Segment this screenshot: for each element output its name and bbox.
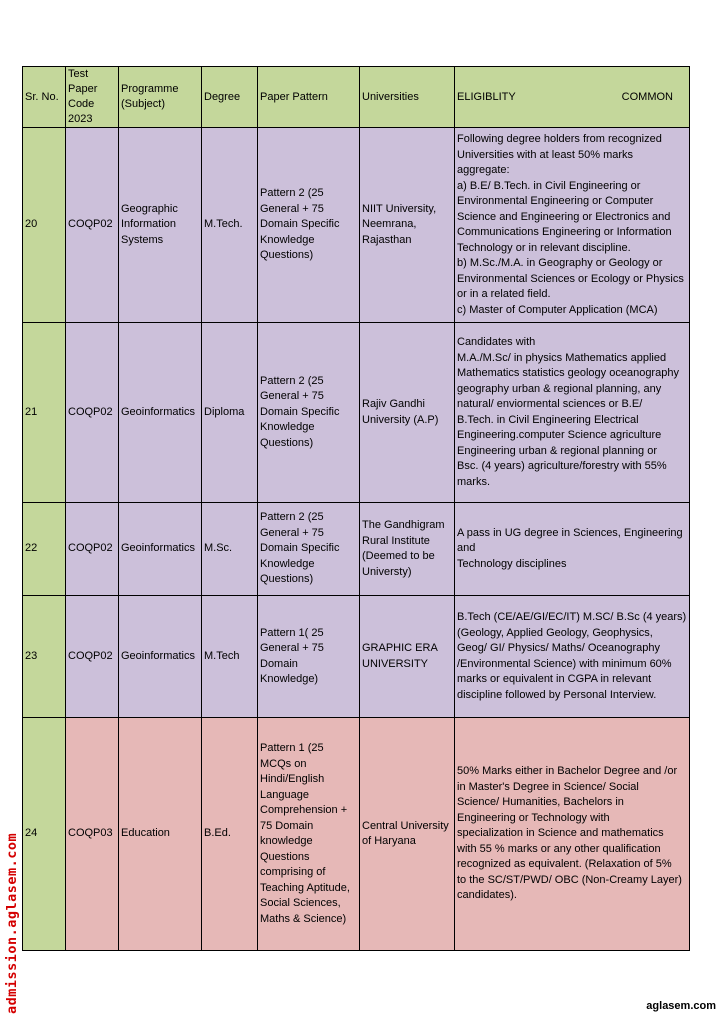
cell-degree: M.Sc. (202, 503, 258, 596)
cell-university: NIIT University, Neemrana, Rajasthan (360, 128, 455, 323)
cell-university: Central University of Haryana (360, 718, 455, 951)
cell-university: The Gandhigram Rural Institute (Deemed to be Universty) (360, 503, 455, 596)
table-row (23, 128, 690, 323)
cell-paper-pattern: Pattern 2 (25 General + 75 Domain Specific Knowledge Questions) (258, 503, 360, 596)
cell-programme: Education (119, 718, 202, 951)
cell-eligibility: 50% Marks either in Bachelor Degree and /or in Master's Degree in Science/ Social Science/ Humanities, Bachelors in Engineering or Technology with specialization in Science and mathematics with 55 % marks or any other qualification recognized as equivalent. (Relaxation of 5% to the SC/ST/PWD/ OBC (Non-Creamy Layer) candidates). (455, 718, 690, 951)
cell-sr-no: 22 (23, 503, 66, 596)
header-eligibility-common: COMMON (621, 90, 673, 103)
cell-degree: M.Tech (202, 596, 258, 718)
cell-programme: Geographic Information Systems (119, 128, 202, 323)
cell-degree: Diploma (202, 323, 258, 503)
cell-degree: M.Tech. (202, 128, 258, 323)
header-programme: Programme (Subject) (119, 67, 202, 128)
cell-university: Rajiv Gandhi University (A.P) (360, 323, 455, 503)
footer-text: aglasem.com (646, 1000, 716, 1012)
cell-degree: B.Ed. (202, 718, 258, 951)
cell-sr-no: 21 (23, 323, 66, 503)
cell-test-code: COQP02 (66, 503, 119, 596)
cell-paper-pattern: Pattern 2 (25 General + 75 Domain Specific Knowledge Questions) (258, 323, 360, 503)
header-test-code: Test Paper Code 2023 (66, 67, 119, 128)
table-row (23, 323, 690, 503)
cell-programme: Geoinformatics (119, 503, 202, 596)
cell-paper-pattern: Pattern 1 (25 MCQs on Hindi/English Language Comprehension + 75 Domain knowledge Questions comprising of Teaching Aptitude, Social Sciences, Maths & Science) (258, 718, 360, 951)
header-eligibility-label: ELIGIBLITY (457, 90, 516, 103)
header-sr-no: Sr. No. (23, 67, 66, 128)
cell-sr-no: 23 (23, 596, 66, 718)
cell-test-code: COQP02 (66, 323, 119, 503)
header-degree: Degree (202, 67, 258, 128)
header-eligibility (455, 67, 690, 128)
watermark-text: admission.aglasem.com (4, 832, 20, 1014)
cell-sr-no: 24 (23, 718, 66, 951)
header-paper-pattern: Paper Pattern (258, 67, 360, 128)
eligibility-table (22, 66, 690, 951)
header-universities: Universities (360, 67, 455, 128)
table-row (23, 503, 690, 596)
cell-university: GRAPHIC ERA UNIVERSITY (360, 596, 455, 718)
cell-programme: Geoinformatics (119, 596, 202, 718)
cell-eligibility: Following degree holders from recognized Universities with at least 50% marks aggregate: a) B.E/ B.Tech. in Civil Engineering or Environmental Engineering or Computer Science and Engineering or Electronics and Communications Engineering or Information Technology or in relevant discipline. b) M.Sc./M.A. in Geography or Geology or Environmental Sciences or Ecology or Physics or in a related field. c) Master of Computer Application (MCA) (455, 128, 690, 323)
cell-eligibility: Candidates with M.A./M.Sc/ in physics Mathematics applied Mathematics statistics geology oceanography geography urban & regional planning, any natural/ enviormental sciences or B.E/ B.Tech. in Civil Engineering Electrical Engineering.computer Science agriculture Engineering urban & regional planning or Bsc. (4 years) agriculture/forestry with 55% marks. (455, 323, 690, 503)
table-row (23, 596, 690, 718)
cell-paper-pattern: Pattern 1( 25 General + 75 Domain Knowledge) (258, 596, 360, 718)
cell-test-code: COQP02 (66, 596, 119, 718)
cell-eligibility: B.Tech (CE/AE/GI/EC/IT) M.SC/ B.Sc (4 years) (Geology, Applied Geology, Geophysics, Geog/ GI/ Physics/ Maths/ Oceanography /Environmental Science) with minimum 60% marks or equivalent in CGPA in relevant discipline followed by Personal Interview. (455, 596, 690, 718)
header-row (23, 67, 690, 128)
cell-eligibility: A pass in UG degree in Sciences, Engineering and Technology disciplines (455, 503, 690, 596)
cell-test-code: COQP02 (66, 128, 119, 323)
table-row (23, 718, 690, 951)
cell-sr-no: 20 (23, 128, 66, 323)
cell-programme: Geoinformatics (119, 323, 202, 503)
cell-paper-pattern: Pattern 2 (25 General + 75 Domain Specific Knowledge Questions) (258, 128, 360, 323)
cell-test-code: COQP03 (66, 718, 119, 951)
